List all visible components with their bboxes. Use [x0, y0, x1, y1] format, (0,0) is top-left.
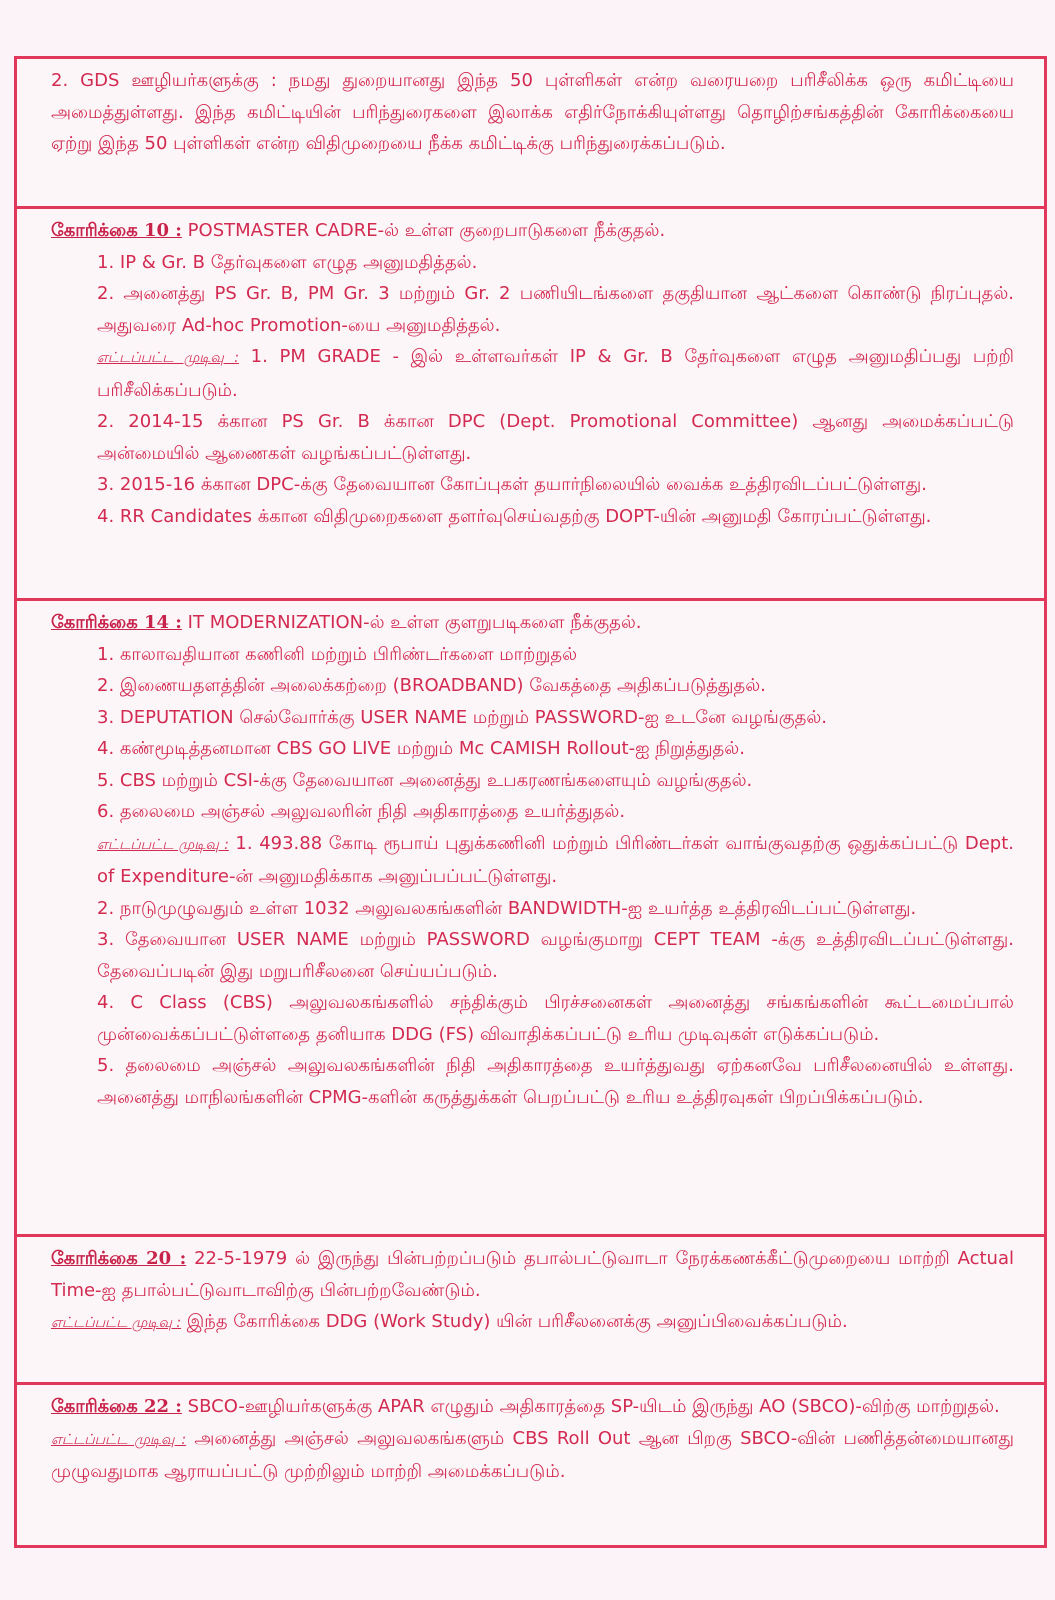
demand-14-heading-line: [51, 607, 1014, 639]
demand-10-decision-4: 4. RR Candidates க்கான விதிமுறைகளை தளர்வுசெய்வதற்கு DOPT-யின் அனுமதி கோரப்பட்டுள்ளது.: [97, 505, 932, 527]
document-page: [14, 56, 1047, 1548]
section-demand-22: [17, 1385, 1044, 1545]
demand-22-decision-text: அனைத்து அஞ்சல் அலுவலகங்களும் CBS Roll Out ஆன பிறகு SBCO-வின் பணித்தன்மையானது முழுவதுமாக ஆராயப்பட்டு முற்றிலும் மாற்றி அமைக்கப்படும்.: [51, 1427, 1014, 1482]
demand-14-decision-4: 4. C Class (CBS) அலுவலகங்களில் சந்திக்கும் பிரச்சனைகள் அனைத்து சங்கங்களின் கூட்டமைப்பால் முன்வைக்கப்பட்டுள்ளதை தனியாக DDG (FS) விவாதிக்கப்பட்டு உரிய முடிவுகள் எடுக்கப்படும்.: [97, 992, 1014, 1045]
demand-10-item-1: 1. IP & Gr. B தேர்வுகளை எழுத அனுமதித்தல்.: [97, 251, 478, 273]
demand-22-decision: [51, 1423, 1014, 1488]
section-demand-10: [17, 209, 1044, 601]
decision-label: எட்டப்பட்ட முடிவு :: [51, 1431, 187, 1448]
decision-label: எட்டப்பட்ட முடிவு :: [97, 836, 229, 853]
demand-14-decision-5: 5. தலைமை அஞ்சல் அலுவலகங்களின் நிதி அதிகாரத்தை உயர்த்துவது ஏற்கனவே பரிசீலனையில் உள்ளது. அனைத்து மாநிலங்களின் CPMG-களின் கருத்துக்கள் பெறப்பட்டு உரிய உத்திரவுகள் பிறப்பிக்கப்படும்.: [97, 1055, 1014, 1108]
decision-label: எட்டப்பட்ட முடிவு :: [51, 1315, 182, 1331]
demand-10-decision-3: 3. 2015-16 க்கான DPC-க்கு தேவையான கோப்புகள் தயார்நிலையில் வைக்க உத்திரவிடப்பட்டுள்ளது.: [97, 474, 927, 495]
demand-14-decision-2: 2. நாடுமுழுவதும் உள்ள 1032 அலுவலகங்களின் BANDWIDTH-ஐ உயர்த்த உத்திரவிடப்பட்டுள்ளது.: [97, 897, 917, 919]
demand-14-decision-3: 3. தேவையான USER NAME மற்றும் PASSWORD வழங்குமாறு CEPT TEAM -க்கு உத்திரவிடப்பட்டுள்ளது. தேவைப்படின் இது மறுபரிசீலனை செய்யப்படும்.: [97, 929, 1014, 982]
demand-10-decision-1: [51, 341, 1014, 406]
demand-20-decision: [51, 1306, 1014, 1340]
demand-20-title: 22-5-1979 ல் இருந்து பின்பற்றப்படும் தபால்பட்டுவாடா நேரக்கணக்கீட்டுமுறையை மாற்றி Actual Time-ஐ தபால்பட்டுவாடாவிற்கு பின்பற்றவேண்டும்.: [51, 1248, 1014, 1301]
demand-14-decision-1-text: 1. 493.88 கோடி ரூபாய் புதுக்கணினி மற்றும் பிரிண்டர்கள் வாங்குவதற்கு ஒதுக்கப்பட்டு Dept. of Expenditure-ன் அனுமதிக்காக அனுப்பப்பட்டுள்ளது.: [97, 832, 1014, 887]
demand-14-item-6: 6. தலைமை அஞ்சல் அலுவலரின் நிதி அதிகாரத்தை உயர்த்துதல்.: [97, 801, 626, 822]
demand-14-item-3: 3. DEPUTATION செல்வோர்க்கு USER NAME மற்றும் PASSWORD-ஐ உடனே வழங்குதல்.: [97, 706, 828, 728]
demand-10-title: POSTMASTER CADRE-ல் உள்ள குறைபாடுகளை நீக்குதல்.: [181, 220, 666, 241]
demand-14-item-2: 2. இணையதளத்தின் அலைக்கற்றை (BROADBAND) வேகத்தை அதிகப்படுத்துதல்.: [97, 675, 766, 696]
demand-10-decision-2: 2. 2014-15 க்கான PS Gr. B க்கான DPC (Dept. Promotional Committee) ஆனது அமைக்கப்பட்டு அன்மையில் ஆணைகள் வழங்கப்பட்டுள்ளது.: [97, 411, 1014, 464]
demand-14-title: IT MODERNIZATION-ல் உள்ள குளறுபடிகளை நீக்குதல்.: [181, 612, 642, 633]
demand-14-heading: கோரிக்கை 14 :: [51, 612, 182, 633]
demand-10-item-2: 2. அனைத்து PS Gr. B, PM Gr. 3 மற்றும் Gr. 2 பணியிடங்களை தகுதியான ஆட்களை கொண்டு நிரப்புதல். அதுவரை Ad-hoc Promotion-யை அனுமதித்தல்.: [97, 283, 1014, 336]
demand-14-item-4: 4. கண்மூடித்தனமான CBS GO LIVE மற்றும் Mc CAMISH Rollout-ஐ நிறுத்துதல்.: [97, 738, 745, 759]
section-demand-14: [17, 601, 1044, 1237]
demand-10-heading: கோரிக்கை 10 :: [51, 220, 182, 241]
demand-22-heading-line: [51, 1391, 1014, 1423]
demand-14-item-1: 1. காலாவதியான கணினி மற்றும் பிரிண்டர்களை மாற்றுதல்: [97, 643, 578, 665]
demand-14-item-5: 5. CBS மற்றும் CSI-க்கு தேவையான அனைத்து உபகரணங்களையும் வழங்குதல்.: [97, 769, 753, 791]
section-gds: [17, 59, 1044, 209]
section-demand-20: [17, 1237, 1044, 1385]
demand-10-decision-1-text: 1. PM GRADE - இல் உள்ளவர்கள் IP & Gr. B தேர்வுகளை எழுத அனுமதிப்பது பற்றி பரிசீலிக்கப்படும்.: [97, 346, 1014, 401]
demand-20-heading: கோரிக்கை 20 :: [51, 1248, 187, 1269]
decision-label: எட்டப்பட்ட முடிவு :: [97, 350, 239, 366]
demand-20-heading-line: [51, 1243, 1014, 1306]
demand-22-heading: கோரிக்கை 22 :: [51, 1396, 182, 1417]
demand-14-decision-1: [51, 828, 1014, 893]
demand-22-title: SBCO-ஊழியர்களுக்கு APAR எழுதும் அதிகாரத்தை SP-யிடம் இருந்து AO (SBCO)-விற்கு மாற்றுதல்.: [181, 1396, 1000, 1417]
demand-20-decision-text: இந்த கோரிக்கை DDG (Work Study) யின் பரிசீலனைக்கு அனுப்பிவைக்கப்படும்.: [181, 1311, 848, 1332]
demand-10-heading-line: [51, 215, 1014, 247]
gds-paragraph: 2. GDS ஊழியர்களுக்கு : நமது துறையானது இந்த 50 புள்ளிகள் என்ற வரையறை பரிசீலிக்க ஒரு கமிட்டியை அமைத்துள்ளது. இந்த கமிட்டியின் பரிந்துரைகளை இலாக்க எதிர்நோக்கியுள்ளது தொழிற்சங்கத்தின் கோரிக்கையை ஏற்று இந்த 50 புள்ளிகள் என்ற விதிமுறையை நீக்க கமிட்டிக்கு பரிந்துரைக்கப்படும்.: [51, 70, 1014, 154]
